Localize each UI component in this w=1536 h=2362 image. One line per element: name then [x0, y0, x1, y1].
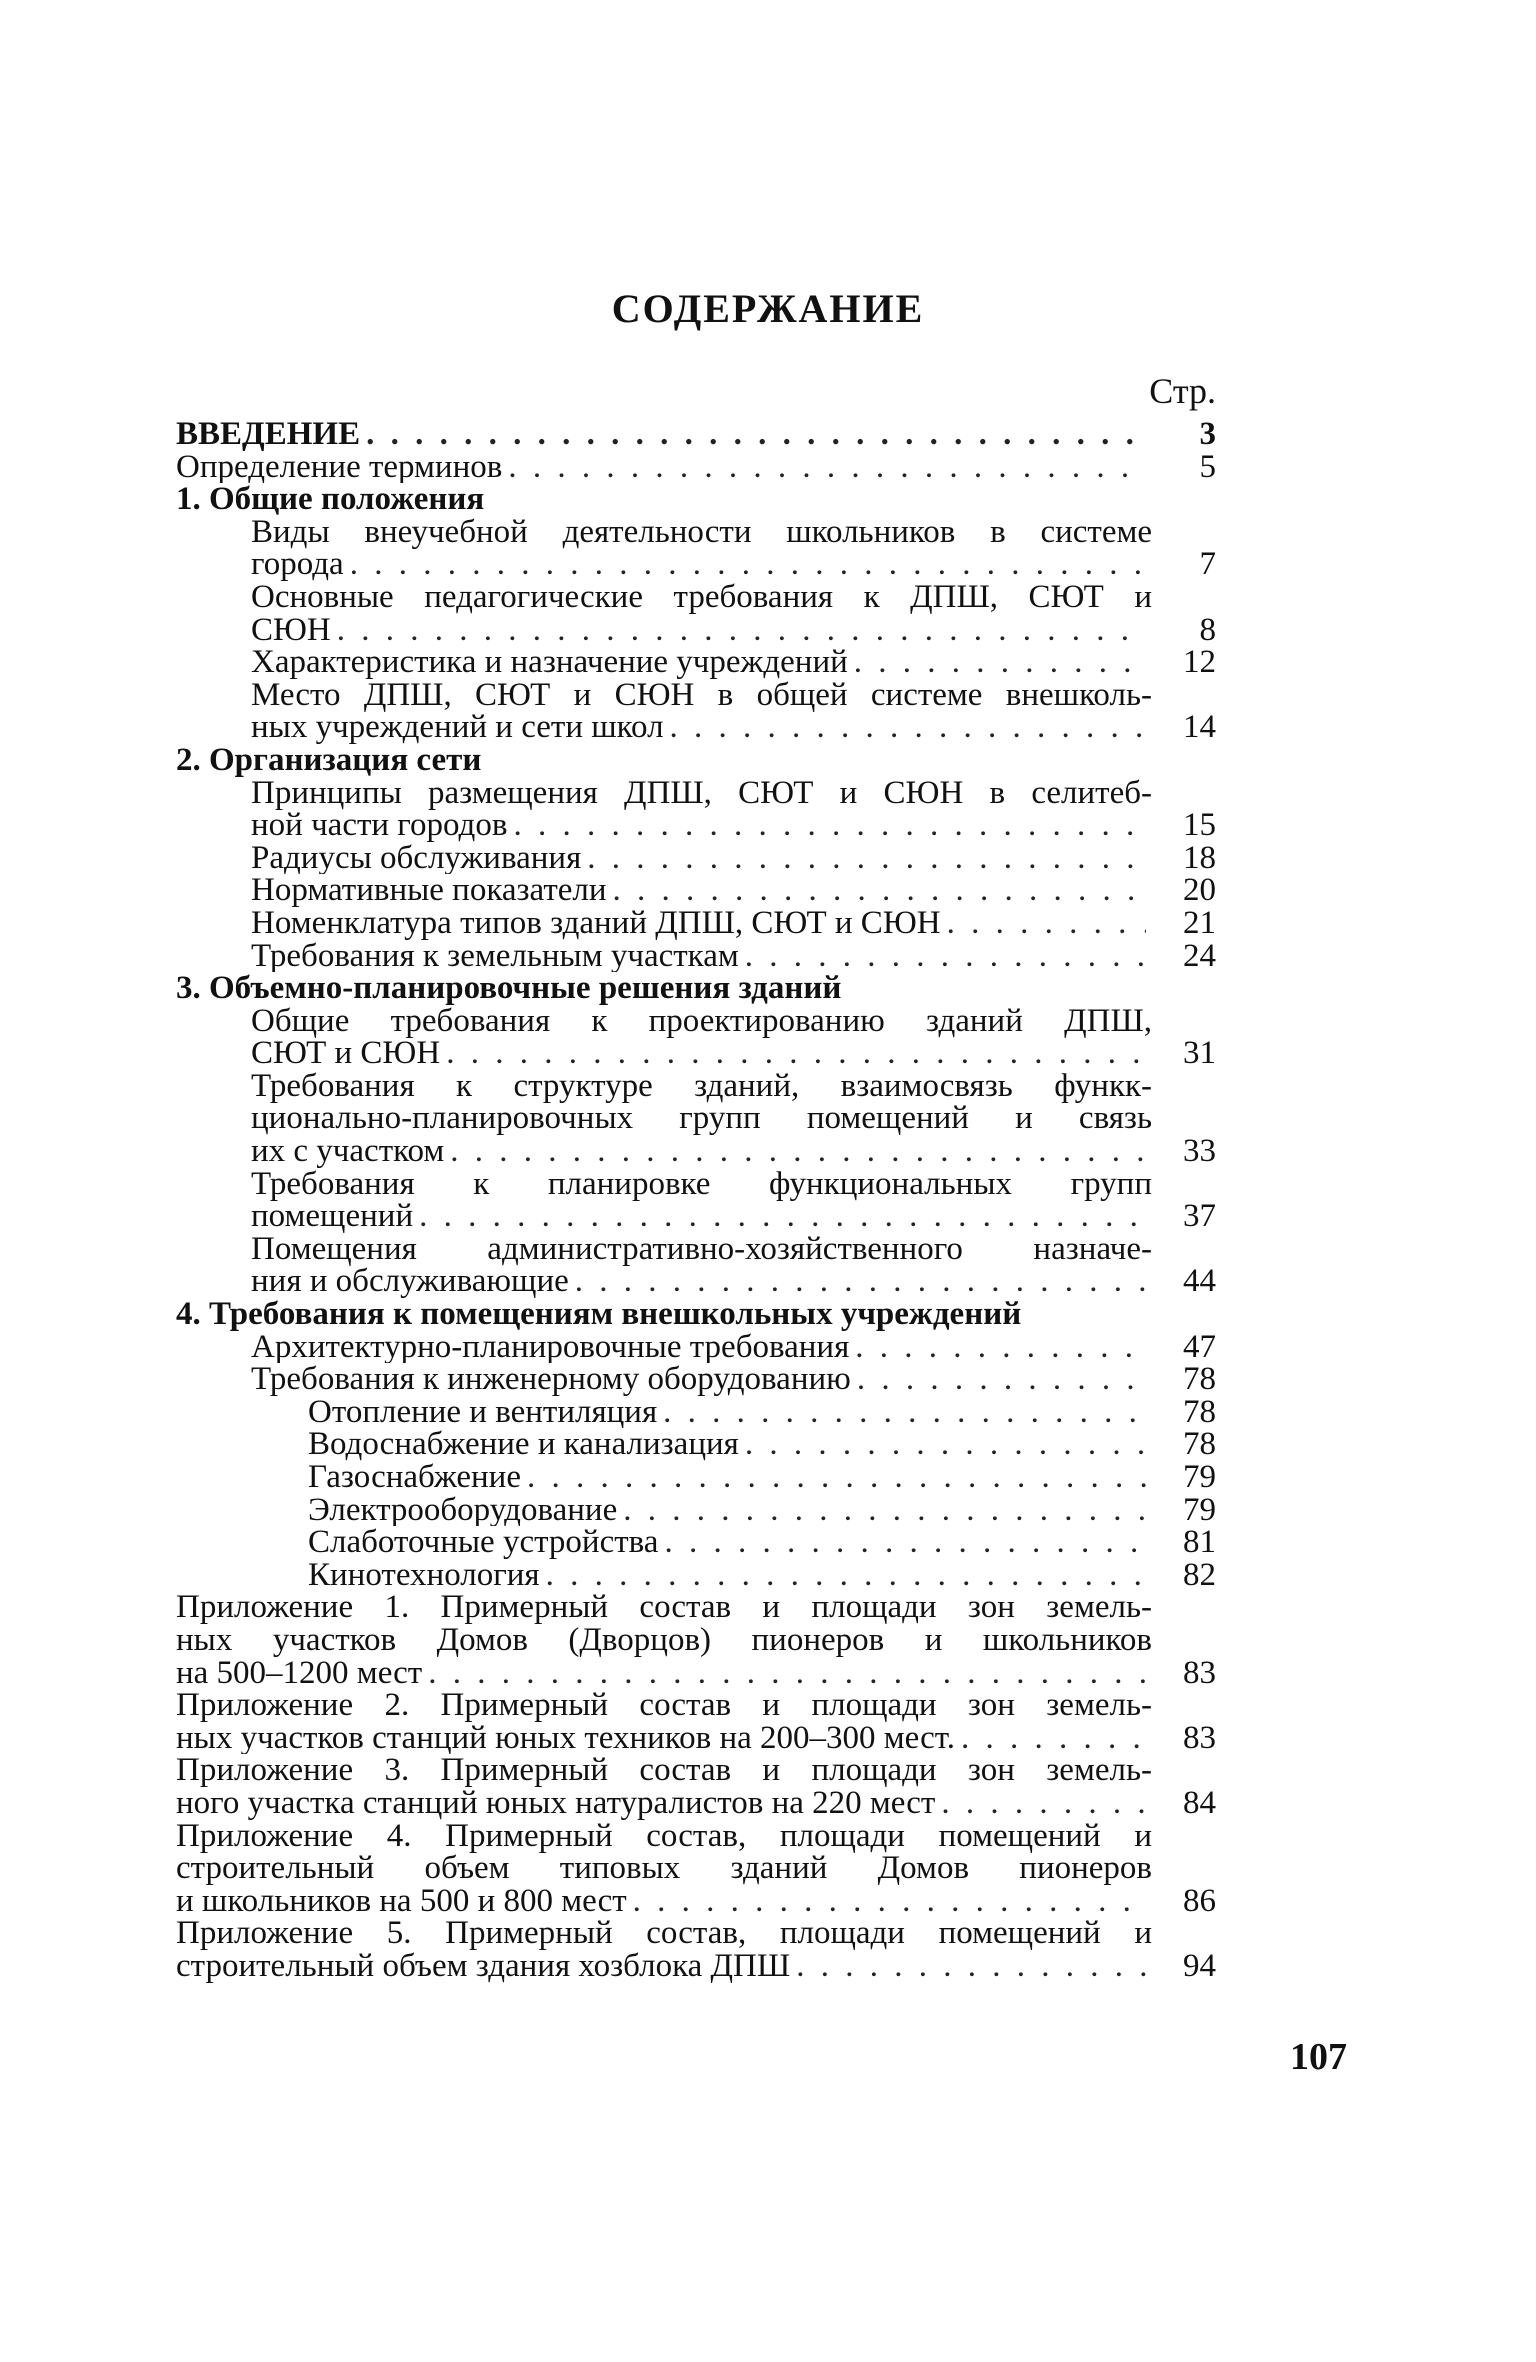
toc-entry-text: ния и обслуживающие: [251, 1265, 569, 1299]
dot-leader: [450, 1135, 1146, 1168]
toc-line: [176, 1917, 1216, 1950]
toc-entry-text: строительный объем типовых зданий Домов пионеров: [176, 1850, 1152, 1887]
toc-entry-text: 4. Требования к помещениям внешкольных учреждений: [176, 1298, 1022, 1331]
toc-entry-text: СЮН: [251, 613, 331, 647]
dot-leader: [513, 809, 1146, 842]
toc-line: [176, 1135, 1216, 1168]
toc-entry-text: Приложение 4. Примерный состав, площади помещений и: [176, 1817, 1152, 1854]
dot-leader: [670, 711, 1146, 744]
toc-entry-text: ных участков Домов (Дворцов) пионеров и школьников: [176, 1621, 1152, 1658]
toc-page-number: 86: [1183, 1882, 1216, 1919]
toc-entry-text: Требования к планировке функциональных групп: [251, 1165, 1152, 1202]
toc-entry-text: Газоснабжение: [308, 1461, 521, 1494]
dot-leader: [587, 842, 1146, 875]
toc-entry-text: помещений: [251, 1200, 414, 1233]
toc-entry-text: их с участком: [251, 1135, 445, 1168]
toc-entry-text: Архитектурно-планировочные требования: [251, 1330, 850, 1364]
dot-leader: [857, 1363, 1146, 1396]
toc-entry-text: Требования к структуре зданий, взаимосвязь функк-: [251, 1067, 1152, 1104]
toc-line: [176, 1067, 1216, 1104]
dot-leader: [663, 1396, 1146, 1429]
toc-entry-text: Отопление и вентиляция: [308, 1395, 658, 1429]
dot-leader: [546, 1559, 1146, 1592]
toc-entry-text: Радиусы обслуживания: [251, 841, 582, 875]
toc-page-number: 12: [1183, 644, 1216, 681]
toc-page-number: 78: [1183, 1426, 1216, 1463]
toc-entry-text: Общие требования к проектированию зданий ДПШ,: [251, 1002, 1152, 1039]
toc-entry-text: города: [251, 548, 344, 581]
toc-line: [176, 1556, 1216, 1593]
toc-line: [176, 1002, 1216, 1039]
toc-entry-text: Определение терминов: [176, 450, 503, 484]
dot-leader: [527, 1461, 1146, 1494]
dot-leader: [623, 1494, 1146, 1527]
toc-line: [176, 1654, 1216, 1691]
toc-entry-text: ных учреждений и сети школ: [251, 711, 664, 744]
toc-line: [176, 1526, 1216, 1559]
toc-page-number: 44: [1183, 1263, 1216, 1300]
dot-leader: [745, 940, 1146, 973]
toc-entry-text: строительный объем здания хозблока ДПШ: [176, 1949, 791, 1983]
dot-leader: [941, 1787, 1146, 1820]
toc-line: [176, 418, 1216, 451]
toc-entry-text: Слаботочные устройства: [308, 1526, 659, 1559]
toc-line: [176, 744, 1216, 777]
dot-leader: [633, 1885, 1146, 1918]
toc-entry-text: 3. Объемно-планировочные решения зданий: [176, 972, 842, 1005]
page-column-label: Стр.: [1149, 371, 1216, 411]
toc-page-number: 79: [1183, 1459, 1216, 1495]
toc-line: [176, 1852, 1216, 1885]
toc-line: [176, 1428, 1216, 1461]
toc-entry-text: и школьников на 500 и 800 мест: [176, 1884, 627, 1918]
toc-page-number: 3: [1199, 416, 1216, 452]
toc-line: [176, 1817, 1216, 1854]
toc-page-number: 83: [1183, 1654, 1216, 1691]
toc-entry-text: ной части городов: [251, 809, 508, 842]
toc-entry-text: Приложение 5. Примерный состав, площади помещений и: [176, 1915, 1152, 1952]
toc-line: [176, 711, 1216, 744]
toc-entry-text: Основные педагогические требования к ДПШ, СЮТ и: [251, 578, 1152, 615]
toc-page-number: 5: [1199, 448, 1216, 485]
toc-line: [176, 513, 1216, 550]
toc-line: [176, 1882, 1216, 1919]
dot-leader: [575, 1265, 1146, 1298]
toc-page-number: 78: [1183, 1393, 1216, 1430]
dot-leader: [428, 1657, 1146, 1690]
toc-entry-text: 1. Общие положения: [176, 483, 485, 516]
toc-entry-text: ВВЕДЕНИЕ: [176, 418, 361, 451]
toc-line: [176, 874, 1216, 907]
toc-line: [176, 1461, 1216, 1494]
toc-line: [176, 448, 1216, 485]
toc-line: [176, 548, 1216, 581]
toc-line: [176, 578, 1216, 615]
toc-page-number: 8: [1199, 611, 1216, 648]
toc-line: [176, 1719, 1216, 1756]
toc-entry-text: на 500–1200 мест: [176, 1656, 423, 1690]
toc-line: [176, 1393, 1216, 1430]
toc-line: [176, 1298, 1216, 1331]
toc-entry-text: ционально-планировочных групп помещений и связь: [251, 1100, 1152, 1137]
toc-line: [176, 1328, 1216, 1365]
toc-page-number: 21: [1183, 904, 1216, 941]
toc-page-number: 78: [1183, 1361, 1216, 1398]
toc-page-number: 14: [1183, 709, 1216, 746]
toc-line: [176, 676, 1216, 713]
toc-page-number: 47: [1183, 1328, 1216, 1365]
toc-page-number: 18: [1183, 839, 1216, 876]
dot-leader: [446, 1037, 1146, 1070]
toc-page-number: 20: [1183, 872, 1216, 909]
dot-leader: [337, 614, 1146, 647]
toc-line: [176, 611, 1216, 648]
toc-entry-text: Виды внеучебной деятельности школьников в системе: [251, 513, 1152, 550]
dot-leader: [947, 907, 1146, 940]
toc-entry-text: Водоснабжение и канализация: [308, 1428, 739, 1461]
toc-entry-text: Электрооборудование: [308, 1493, 618, 1527]
toc-page-number: 79: [1183, 1491, 1216, 1528]
dot-leader: [796, 1950, 1146, 1983]
toc-line: [176, 1491, 1216, 1528]
toc-line: [176, 1754, 1216, 1787]
toc-line: [176, 483, 1216, 516]
toc-entry-text: Помещения административно-хозяйственного назначе-: [251, 1230, 1152, 1267]
toc-entry-text: Приложение 1. Примерный состав и площади зон земель-: [176, 1589, 1152, 1626]
toc-entry-text: Нормативные показатели: [251, 874, 607, 907]
toc-line: [176, 839, 1216, 876]
dot-leader: [613, 874, 1146, 907]
toc-line: [176, 1947, 1216, 1984]
toc-entry-text: Принципы размещения ДПШ, СЮТ и СЮН в селитеб-: [251, 774, 1152, 811]
toc-entry-text: СЮТ и СЮН: [251, 1037, 441, 1070]
toc-entry-text: Приложение 3. Примерный состав и площади зон земель-: [176, 1752, 1152, 1789]
dot-leader: [350, 548, 1146, 581]
toc-line: [176, 1200, 1216, 1233]
table-of-contents: [176, 418, 1216, 1983]
toc-page-number: 24: [1183, 937, 1216, 974]
dot-leader: [664, 1526, 1146, 1559]
toc-line: [176, 809, 1216, 842]
toc-entry-text: Требования к земельным участкам: [251, 939, 739, 973]
toc-page-number: 7: [1199, 546, 1216, 583]
toc-page-number: 33: [1183, 1133, 1216, 1170]
toc-line: [176, 972, 1216, 1005]
toc-line: [176, 1230, 1216, 1267]
toc-line: [176, 1363, 1216, 1396]
toc-line: [176, 1621, 1216, 1658]
toc-entry-text: Номенклатура типов зданий ДПШ, СЮТ и СЮН: [251, 906, 941, 940]
dot-leader: [508, 451, 1146, 484]
toc-page-number: 31: [1183, 1035, 1216, 1072]
toc-line: [176, 937, 1216, 974]
toc-page-number: 83: [1183, 1719, 1216, 1756]
toc-page-number: 84: [1183, 1784, 1216, 1821]
toc-line: [176, 1037, 1216, 1070]
dot-leader: [961, 1722, 1146, 1755]
toc-entry-text: ных участков станций юных техников на 200–300 мест.: [176, 1721, 955, 1755]
dot-leader: [366, 418, 1146, 451]
toc-line: [176, 774, 1216, 811]
dot-leader: [854, 646, 1146, 679]
page-number: 107: [1290, 2036, 1347, 2078]
toc-page-number: 15: [1183, 807, 1216, 844]
toc-line: [176, 646, 1216, 679]
toc-entry-text: Кинотехнология: [308, 1558, 540, 1592]
toc-line: [176, 1165, 1216, 1202]
toc-entry-text: ного участка станций юных натуралистов на 220 мест: [176, 1786, 936, 1820]
toc-line: [176, 904, 1216, 941]
toc-line: [176, 1591, 1216, 1624]
dot-leader: [419, 1200, 1146, 1233]
toc-line: [176, 1102, 1216, 1135]
page-title: СОДЕРЖАНИЕ: [611, 286, 925, 331]
toc-entry-text: Требования к инженерному оборудованию: [251, 1363, 851, 1396]
toc-entry-text: Характеристика и назначение учреждений: [251, 646, 848, 679]
toc-page-number: 81: [1183, 1524, 1216, 1561]
toc-line: [176, 1689, 1216, 1722]
toc-page-number: 82: [1183, 1556, 1216, 1593]
toc-line: [176, 1784, 1216, 1821]
toc-entry-text: Место ДПШ, СЮТ и СЮН в общей системе внешколь-: [251, 676, 1152, 713]
dot-leader: [855, 1331, 1146, 1364]
toc-entry-text: Приложение 2. Примерный состав и площади зон земель-: [176, 1687, 1152, 1724]
toc-line: [176, 1265, 1216, 1298]
toc-page-number: 37: [1183, 1198, 1216, 1235]
dot-leader: [745, 1428, 1146, 1461]
toc-page-number: 94: [1183, 1947, 1216, 1984]
toc-entry-text: 2. Организация сети: [176, 743, 482, 777]
